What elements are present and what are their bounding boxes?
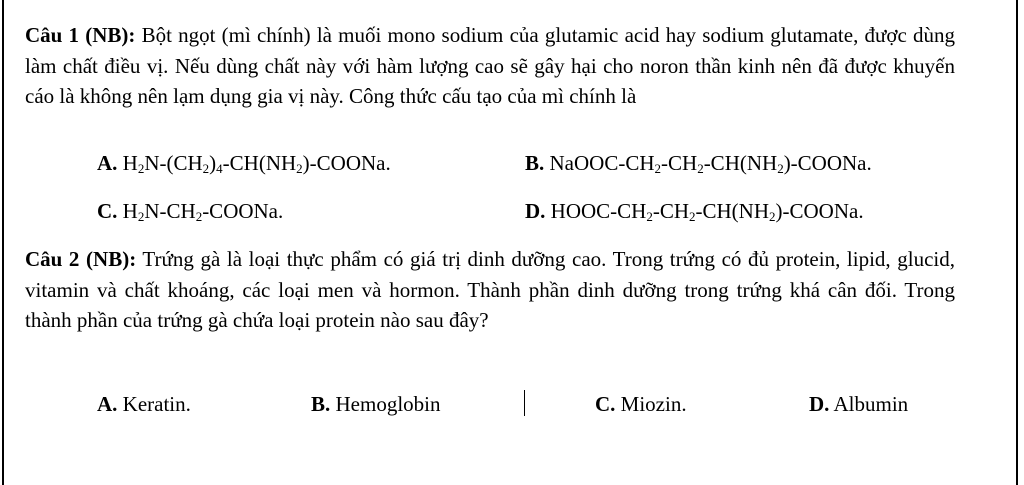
option-text: Keratin. [122, 392, 191, 416]
option-text: Hemoglobin [335, 392, 441, 416]
option-letter: B. [311, 392, 331, 416]
q1-option-a[interactable] [97, 150, 391, 176]
q1-option-d[interactable] [525, 198, 864, 224]
question-2-stem: Trứng gà là loại thực phẩm có giá trị dinh dưỡng cao. Trong trứng có đủ protein, lipid, glucid, vitamin và chất khoáng, các loại men và hormon. Thành phần dinh dưỡng trong trứng khá cân đối. Trong thành phần của trứng gà chứa loại protein nào sau đây? [25, 247, 956, 332]
option-letter: A. [97, 392, 118, 416]
option-text: $H_2N-(CH_2)_4-CH(NH_2)$-COONa. [122, 151, 391, 176]
question-1 [25, 20, 955, 112]
option-letter: D. [525, 199, 546, 223]
option-text: HOOC-$CH_2-CH_2-CH(NH_2)$-COONa. [550, 199, 864, 224]
q2-option-d[interactable] [809, 391, 908, 417]
question-1-stem: Bột ngọt (mì chính) là muối mono sodium của glutamic acid hay sodium glutamate, được dùng làm chất điều vị. Nếu dùng chất này với hàm lượng cao sẽ gây hại cho noron thần kinh nên đã được khuyến cáo là không nên lạm dụng gia vị này. Công thức cấu tạo của mì chính là [25, 23, 956, 108]
q2-option-b[interactable] [311, 391, 441, 417]
option-text: NaOOC-$CH_2-CH_2-CH(NH_2)$-COONa. [549, 151, 872, 176]
question-2 [25, 244, 955, 336]
q2-option-c[interactable] [595, 391, 687, 417]
option-text: $H_2N-CH_2$-COONa. [122, 199, 284, 224]
q1-option-b[interactable] [525, 150, 872, 176]
question-1-heading: Câu 1 (NB): [25, 23, 136, 47]
text-cursor [524, 390, 525, 416]
option-letter: C. [595, 392, 616, 416]
question-2-heading: Câu 2 (NB): [25, 247, 137, 271]
q2-option-a[interactable] [97, 391, 191, 417]
option-text: Miozin. [620, 392, 687, 416]
option-letter: B. [525, 151, 545, 175]
option-letter: C. [97, 199, 118, 223]
option-letter: D. [809, 392, 830, 416]
option-letter: A. [97, 151, 118, 175]
option-text: Albumin [833, 392, 909, 416]
q1-option-c[interactable] [97, 198, 283, 224]
